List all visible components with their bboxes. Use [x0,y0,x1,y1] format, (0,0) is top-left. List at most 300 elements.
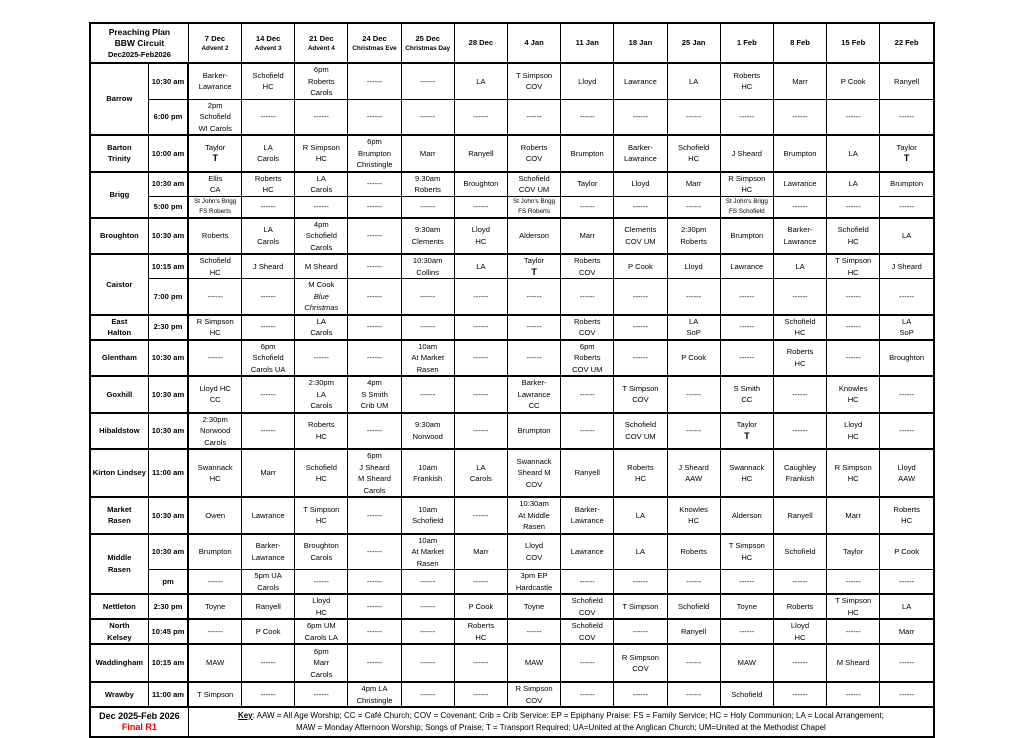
plan-title-line3: Dec2025-Feb2026 [107,49,171,59]
preacher-cell: ------ [773,682,826,707]
preacher-cell: R Simpson COV [507,682,560,707]
service-row [90,594,934,619]
preacher-cell: LA [880,218,934,255]
preacher-cell: M Sheard [295,254,348,279]
date-label: 24 Dec [362,34,387,44]
preacher-cell: Barker- Lawrance [773,218,826,255]
date-label: 4 Jan [524,38,544,48]
preacher-cell: Ranyell [454,135,507,172]
preacher-cell: ------ [507,315,560,340]
preacher-cell: ------ [348,497,401,534]
preacher-cell: ------ [401,315,454,340]
preacher-cell: Swannack Sheard M COV [507,449,560,497]
preacher-cell: Lloyd HC [773,619,826,644]
preacher-cell: ------ [880,413,934,450]
preacher-cell: 6pm J Sheard M Sheard Carols [348,449,401,497]
service-row [90,196,934,218]
date-header [561,23,614,63]
preacher-cell: ------ [667,644,720,682]
plan-body [90,63,934,707]
chapel-name: Brigg [90,172,148,218]
preacher-cell: ------ [561,279,614,315]
preacher-cell: Marr [401,135,454,172]
date-occasion: Advent 2 [201,44,229,52]
preacher-cell: Ellis CA [188,172,241,197]
service-row [90,99,934,135]
service-row [90,254,934,279]
preacher-cell: ------ [348,619,401,644]
preacher-cell: 4pm Schofield Carols [295,218,348,255]
preacher-cell: Lloyd HC CC [188,376,241,413]
preacher-cell: ------ [188,279,241,315]
preacher-cell: Lloyd [614,172,667,197]
preacher-cell: Alderson [720,497,773,534]
preacher-cell: ------ [561,376,614,413]
preacher-cell: ------ [507,279,560,315]
preacher-cell: Toyne [507,594,560,619]
preacher-cell: Taylor T [507,254,560,279]
service-time: 10:30 am [148,534,188,570]
preacher-cell: St John's Brigg FS Schofield [720,196,773,218]
date-label: 18 Jan [628,38,653,48]
date-header [880,23,934,63]
preacher-cell: Barker- Lawrance [614,135,667,172]
preacher-cell: LA Carols [454,449,507,497]
preacher-cell: M Cook Blue Christmas [295,279,348,315]
preacher-cell: ------ [401,279,454,315]
preacher-cell: Lloyd [667,254,720,279]
service-time: 10:30 am [148,497,188,534]
date-occasion: Christmas Eve [352,44,397,52]
preacher-cell: ------ [614,99,667,135]
preacher-cell: Brumpton [188,534,241,570]
date-label: 25 Jan [681,38,706,48]
preacher-cell: ------ [242,279,295,315]
chapel-name: Glentham [90,340,148,377]
preacher-cell: ------ [454,570,507,595]
preacher-cell: ------ [348,570,401,595]
preacher-cell: 9:30am Norwood [401,413,454,450]
preacher-cell: Marr [827,497,880,534]
preacher-cell: Lloyd [561,63,614,99]
preacher-cell: Broughton Carols [295,534,348,570]
preacher-cell: Roberts [773,594,826,619]
preacher-cell: 10:30am Collins [401,254,454,279]
preacher-cell: 5pm UA Carols [242,570,295,595]
preacher-cell: Roberts [667,534,720,570]
preacher-cell: Roberts COV [561,315,614,340]
chapel-name: Barton Trinity [90,135,148,172]
header-row [90,23,934,63]
preacher-cell: 2:30pm Roberts [667,218,720,255]
preacher-cell: Brumpton [880,172,934,197]
service-time: 11:00 am [148,449,188,497]
preacher-cell: MAW [507,644,560,682]
preacher-cell: T Simpson HC [295,497,348,534]
preacher-cell: Schofield HC [827,218,880,255]
date-label: 25 Dec [415,34,440,44]
preacher-cell: 6pm Brumpton Christingle [348,135,401,172]
preacher-cell: Taylor T [720,413,773,450]
preacher-cell: Schofield HC [667,135,720,172]
key-legend [188,707,934,737]
preacher-cell: Toyne [188,594,241,619]
preacher-cell: Toyne [720,594,773,619]
preacher-cell: ------ [827,279,880,315]
preacher-cell: ------ [348,279,401,315]
preacher-cell: Swannack HC [720,449,773,497]
preacher-cell: ------ [188,570,241,595]
service-time: 5:00 pm [148,196,188,218]
preacher-cell: ------ [348,172,401,197]
preaching-plan-table [89,22,935,738]
preacher-cell: P Cook [667,340,720,377]
preacher-cell: St John's Brigg FS Roberts [507,196,560,218]
service-time: 10:00 am [148,135,188,172]
preacher-cell: ------ [454,99,507,135]
preacher-cell: ------ [295,682,348,707]
chapel-name: Nettleton [90,594,148,619]
chapel-name: East Halton [90,315,148,340]
preacher-cell: ------ [773,644,826,682]
service-row [90,534,934,570]
preacher-cell: T Simpson HC [720,534,773,570]
preacher-cell: ------ [295,340,348,377]
key-label: Key [237,711,253,720]
service-row [90,497,934,534]
preacher-cell: P Cook [827,63,880,99]
preacher-cell: 9:30am Clements [401,218,454,255]
preacher-cell: ------ [401,619,454,644]
preacher-cell: J Sheard [720,135,773,172]
preacher-cell: ------ [880,376,934,413]
preacher-cell: ------ [401,594,454,619]
preacher-cell: ------ [827,196,880,218]
preacher-cell: 10am At Market Rasen [401,534,454,570]
preacher-cell: Ranyell [561,449,614,497]
preacher-cell: R Simpson HC [188,315,241,340]
service-row [90,644,934,682]
date-label: 7 Dec [204,34,226,44]
preacher-cell: Roberts HC [614,449,667,497]
preacher-cell: Brumpton [507,413,560,450]
preacher-cell: ------ [880,99,934,135]
service-time: 10:30 am [148,63,188,99]
preacher-cell: T Simpson [614,594,667,619]
preacher-cell: LA [614,497,667,534]
preacher-cell: Lloyd AAW [880,449,934,497]
preacher-cell: Roberts [188,218,241,255]
preacher-cell: Broughton [880,340,934,377]
preacher-cell: Barker- Lawrance CC [507,376,560,413]
service-row [90,340,934,377]
service-time: 11:00 am [148,682,188,707]
service-time: 7:00 pm [148,279,188,315]
service-row [90,619,934,644]
preacher-cell: ------ [295,570,348,595]
preacher-cell: 6pm Roberts Carols [295,63,348,99]
preacher-cell: ------ [454,279,507,315]
preacher-cell: ------ [507,99,560,135]
preacher-cell: ------ [561,570,614,595]
preacher-cell: Clements COV UM [614,218,667,255]
preacher-cell: ------ [827,619,880,644]
preacher-cell: LA SoP [880,315,934,340]
chapel-name: Middle Rasen [90,534,148,595]
preacher-cell: 6pm Schofield Carols UA [242,340,295,377]
service-row [90,218,934,255]
preacher-cell: ------ [242,376,295,413]
preacher-cell: ------ [614,570,667,595]
preacher-cell: ------ [401,570,454,595]
preacher-cell: Marr [561,218,614,255]
preacher-cell: Knowles HC [667,497,720,534]
preacher-cell: ------ [561,413,614,450]
preacher-cell: ------ [667,99,720,135]
chapel-name: North Kelsey [90,619,148,644]
preacher-cell: ------ [720,315,773,340]
preacher-cell: P Cook [880,534,934,570]
preacher-cell: ------ [827,570,880,595]
preacher-cell: J Sheard AAW [667,449,720,497]
preacher-cell: Barker- Lawrance [188,63,241,99]
preacher-cell: ------ [880,570,934,595]
preacher-cell: Ranyell [880,63,934,99]
service-row [90,63,934,99]
preacher-cell: ------ [348,413,401,450]
preacher-cell: ------ [667,570,720,595]
preacher-cell: ------ [454,682,507,707]
date-header [348,23,401,63]
preacher-cell: Barker- Lawrance [561,497,614,534]
preacher-cell: Schofield COV [561,619,614,644]
preacher-cell: ------ [614,340,667,377]
preacher-cell: T Simpson [188,682,241,707]
preacher-cell: LA [773,254,826,279]
preacher-cell: LA [454,63,507,99]
preacher-cell: ------ [348,63,401,99]
chapel-name: Goxhill [90,376,148,413]
chapel-name: Caistor [90,254,148,315]
preacher-cell: 6pm Marr Carols [295,644,348,682]
date-header [401,23,454,63]
preacher-cell: 6pm Roberts COV UM [561,340,614,377]
date-label: 8 Feb [790,38,810,48]
preacher-cell: Schofield HC [188,254,241,279]
preacher-cell: ------ [667,196,720,218]
preacher-cell: ------ [188,619,241,644]
service-row [90,376,934,413]
chapel-name: Kirton Lindsey [90,449,148,497]
preacher-cell: Lloyd HC [827,413,880,450]
preacher-cell: Roberts HC [773,340,826,377]
preacher-cell: ------ [561,644,614,682]
date-label: 22 Feb [894,38,919,48]
date-label: 14 Dec [255,34,281,44]
service-time: 10:30 am [148,413,188,450]
preacher-cell: T Simpson COV [614,376,667,413]
preacher-cell: 2:30pm Norwood Carols [188,413,241,450]
preacher-cell: Marr [242,449,295,497]
preacher-cell: ------ [720,570,773,595]
preacher-cell: ------ [454,315,507,340]
preacher-cell: ------ [773,279,826,315]
preacher-cell: Roberts COV [561,254,614,279]
preacher-cell: ------ [614,279,667,315]
service-time: 2:30 pm [148,315,188,340]
date-label: 11 Jan [575,38,599,48]
preacher-cell: Lloyd COV [507,534,560,570]
preacher-cell: ------ [401,376,454,413]
footer-row [90,707,934,737]
preacher-cell: Schofield [720,682,773,707]
preacher-cell: Lloyd HC [454,218,507,255]
preacher-cell: ------ [454,497,507,534]
preacher-cell: ------ [614,196,667,218]
plan-title-line2: BBW Circuit [114,37,165,48]
preacher-cell: ------ [720,99,773,135]
service-time: 2:30 pm [148,594,188,619]
footer-period: Dec 2025-Feb 2026 [99,710,180,721]
preacher-cell: R Simpson HC [720,172,773,197]
preacher-cell: ------ [773,413,826,450]
preacher-cell: ------ [242,682,295,707]
service-row [90,315,934,340]
preacher-cell: 10am Schofield [401,497,454,534]
preacher-cell: Taylor T [188,135,241,172]
preacher-cell: Knowles HC [827,376,880,413]
date-occasion: Advent 3 [254,44,282,52]
preacher-cell: ------ [667,376,720,413]
service-time: pm [148,570,188,595]
date-occasion: Advent 4 [307,44,335,52]
preacher-cell: Taylor [827,534,880,570]
preacher-cell: R Simpson HC [827,449,880,497]
preacher-cell: ------ [242,99,295,135]
preacher-cell: ------ [348,340,401,377]
preacher-cell: Lawrance [561,534,614,570]
preacher-cell: ------ [242,644,295,682]
preacher-cell: ------ [348,315,401,340]
preacher-cell: ------ [348,99,401,135]
preacher-cell: ------ [348,218,401,255]
plan-status: Final R1 [121,722,157,732]
preacher-cell: Roberts HC [295,413,348,450]
preacher-cell: Schofield COV UM [507,172,560,197]
preacher-cell: T Simpson HC [827,594,880,619]
date-label: 28 Dec [468,38,494,48]
preacher-cell: ------ [827,99,880,135]
service-row [90,172,934,197]
preacher-cell: 3pm EP Hardcastle [507,570,560,595]
service-time: 6:00 pm [148,99,188,135]
service-time: 10:15 am [148,644,188,682]
preacher-cell: Schofield HC [295,449,348,497]
preacher-cell: Brumpton [720,218,773,255]
preacher-cell: MAW [188,644,241,682]
preacher-cell: Lawrance [773,172,826,197]
preacher-cell: Schofield [773,534,826,570]
preacher-cell: Marr [773,63,826,99]
preacher-cell: 6pm UM Carols LA [295,619,348,644]
preacher-cell: Alderson [507,218,560,255]
preacher-cell: Marr [667,172,720,197]
date-header [773,23,826,63]
date-header [720,23,773,63]
key-text1: : AAW = All Age Worship; CC = Café Church; COV = Covenant; Crib = Crib Service: EP = Epiphany Praise: FS = Family Service; HC = Holy Communion; LA = Local Arrangement; [252,711,884,720]
preacher-cell: Roberts HC [242,172,295,197]
preacher-cell: ------ [614,619,667,644]
date-label: 1 Feb [736,38,757,48]
preacher-cell: ------ [773,196,826,218]
preacher-cell: LA [827,135,880,172]
preacher-cell: J Sheard [242,254,295,279]
preacher-cell: St John's Brigg FS Roberts [188,196,241,218]
preacher-cell: Ranyell [242,594,295,619]
service-time: 10:15 am [148,254,188,279]
preacher-cell: ------ [401,682,454,707]
preacher-cell: ------ [561,99,614,135]
service-time: 10:30 am [148,218,188,255]
preacher-cell: ------ [561,196,614,218]
preacher-cell: LA Carols [242,218,295,255]
preacher-cell: Roberts HC [720,63,773,99]
preacher-cell: ------ [880,196,934,218]
preacher-cell: ------ [348,534,401,570]
preacher-cell: Schofield COV [561,594,614,619]
service-row [90,570,934,595]
preacher-cell: ------ [242,413,295,450]
preacher-cell: ------ [667,279,720,315]
preacher-cell: ------ [401,196,454,218]
service-row [90,279,934,315]
preacher-cell: ------ [348,644,401,682]
preacher-cell: Swannack HC [188,449,241,497]
chapel-name: Hibaldstow [90,413,148,450]
service-time: 10:30 am [148,172,188,197]
preacher-cell: 2pm Schofield WI Carols [188,99,241,135]
preacher-cell: P Cook [454,594,507,619]
preacher-cell: ------ [188,340,241,377]
preacher-cell: Lawrance [720,254,773,279]
preacher-cell: LA [454,254,507,279]
preacher-cell: MAW [720,644,773,682]
preacher-cell: Brumpton [561,135,614,172]
chapel-name: Barrow [90,63,148,135]
date-label: 21 Dec [309,34,334,44]
service-time: 10:30 am [148,376,188,413]
preacher-cell: ------ [507,619,560,644]
preacher-cell: M Sheard [827,644,880,682]
preacher-cell: Caughley Frankish [773,449,826,497]
preacher-cell: ------ [454,196,507,218]
plan-title [90,23,188,63]
preacher-cell: 4pm S Smith Crib UM [348,376,401,413]
preacher-cell: T Simpson HC [827,254,880,279]
date-header [454,23,507,63]
preacher-cell: Marr [880,619,934,644]
preacher-cell: ------ [773,376,826,413]
preacher-cell: Schofield [667,594,720,619]
preacher-cell: ------ [880,279,934,315]
preacher-cell: Owen [188,497,241,534]
preacher-cell: LA [667,63,720,99]
preacher-cell: Broughton [454,172,507,197]
chapel-name: Market Rasen [90,497,148,534]
preacher-cell: ------ [401,99,454,135]
preacher-cell: 10am At Market Rasen [401,340,454,377]
preacher-cell: ------ [454,413,507,450]
